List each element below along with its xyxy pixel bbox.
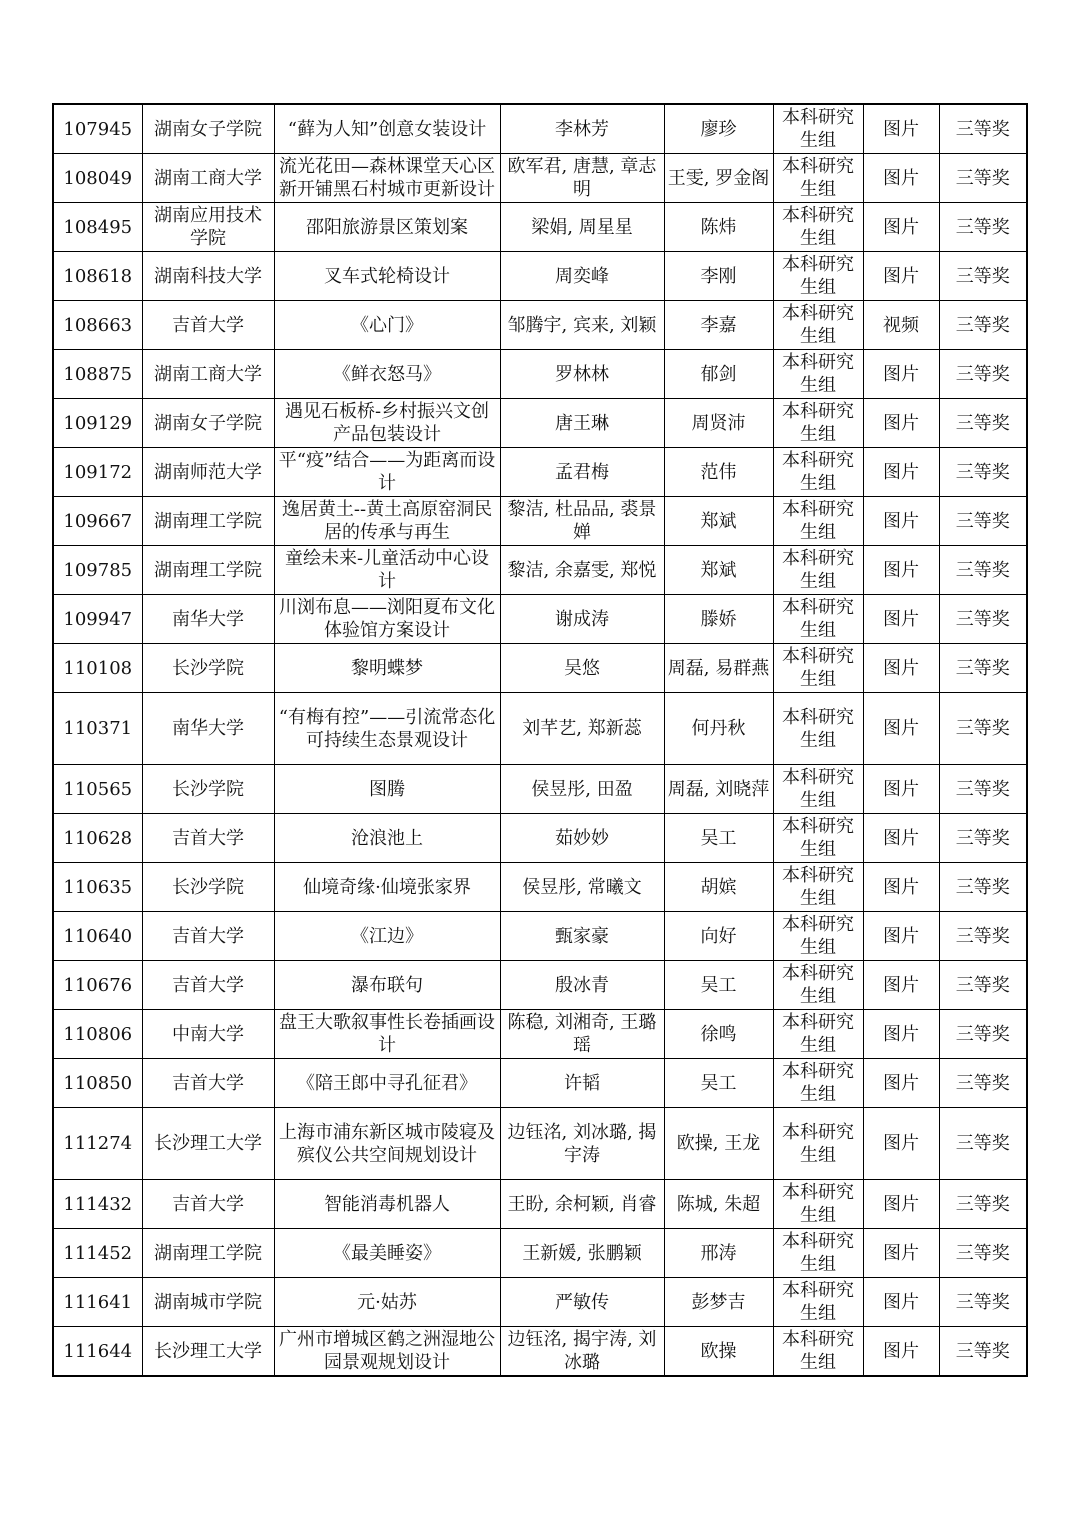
work-type-cell: 图片 — [863, 1327, 939, 1377]
group-cell: 本科研究生组 — [773, 1180, 863, 1229]
work-title-cell: 智能消毒机器人 — [274, 1180, 500, 1229]
entry-id-cell: 110371 — [53, 693, 142, 765]
school-cell: 吉首大学 — [142, 1180, 274, 1229]
award-cell: 三等奖 — [939, 497, 1027, 546]
award-cell: 三等奖 — [939, 252, 1027, 301]
work-title-cell: 《陪王郎中寻孔征君》 — [274, 1059, 500, 1108]
advisor-cell: 滕娇 — [664, 595, 773, 644]
work-title-cell: 元·姑苏 — [274, 1278, 500, 1327]
authors-cell: 侯昱彤, 常曦文 — [500, 863, 664, 912]
school-cell: 湖南工商大学 — [142, 350, 274, 399]
table-row — [53, 961, 1027, 1010]
school-cell: 湖南城市学院 — [142, 1278, 274, 1327]
work-title-cell: “有梅有控”——引流常态化可持续生态景观设计 — [274, 693, 500, 765]
school-cell: 吉首大学 — [142, 814, 274, 863]
group-cell: 本科研究生组 — [773, 497, 863, 546]
award-cell: 三等奖 — [939, 1327, 1027, 1377]
group-cell: 本科研究生组 — [773, 252, 863, 301]
entry-id-cell: 110628 — [53, 814, 142, 863]
award-cell: 三等奖 — [939, 1278, 1027, 1327]
entry-id-cell: 111432 — [53, 1180, 142, 1229]
group-cell: 本科研究生组 — [773, 1327, 863, 1377]
school-cell: 长沙学院 — [142, 765, 274, 814]
work-type-cell: 图片 — [863, 961, 939, 1010]
work-type-cell: 图片 — [863, 203, 939, 252]
table-row — [53, 1010, 1027, 1059]
school-cell: 长沙理工大学 — [142, 1327, 274, 1377]
work-type-cell: 图片 — [863, 1180, 939, 1229]
table-row — [53, 1180, 1027, 1229]
authors-cell: 边钰洺, 刘冰璐, 揭宇涛 — [500, 1108, 664, 1180]
award-cell: 三等奖 — [939, 104, 1027, 154]
table-row — [53, 814, 1027, 863]
advisor-cell: 向好 — [664, 912, 773, 961]
group-cell: 本科研究生组 — [773, 595, 863, 644]
entry-id-cell: 110640 — [53, 912, 142, 961]
group-cell: 本科研究生组 — [773, 350, 863, 399]
school-cell: 湖南理工学院 — [142, 497, 274, 546]
work-type-cell: 图片 — [863, 863, 939, 912]
authors-cell: 茹妙妙 — [500, 814, 664, 863]
awards-table — [52, 103, 1028, 1377]
authors-cell: 陈稳, 刘湘奇, 王璐瑶 — [500, 1010, 664, 1059]
advisor-cell: 李嘉 — [664, 301, 773, 350]
group-cell: 本科研究生组 — [773, 912, 863, 961]
entry-id-cell: 110565 — [53, 765, 142, 814]
award-cell: 三等奖 — [939, 1180, 1027, 1229]
school-cell: 吉首大学 — [142, 1059, 274, 1108]
work-title-cell: 《江边》 — [274, 912, 500, 961]
work-title-cell: 童绘未来-儿童活动中心设计 — [274, 546, 500, 595]
table-row — [53, 497, 1027, 546]
authors-cell: 邹腾宇, 宾来, 刘颖 — [500, 301, 664, 350]
work-type-cell: 图片 — [863, 154, 939, 203]
school-cell: 中南大学 — [142, 1010, 274, 1059]
table-row — [53, 693, 1027, 765]
advisor-cell: 欧操 — [664, 1327, 773, 1377]
table-row — [53, 1278, 1027, 1327]
school-cell: 湖南师范大学 — [142, 448, 274, 497]
table-row — [53, 448, 1027, 497]
entry-id-cell: 110635 — [53, 863, 142, 912]
entry-id-cell: 109947 — [53, 595, 142, 644]
advisor-cell: 欧操, 王龙 — [664, 1108, 773, 1180]
school-cell: 吉首大学 — [142, 301, 274, 350]
work-type-cell: 图片 — [863, 912, 939, 961]
work-type-cell: 图片 — [863, 1108, 939, 1180]
award-cell: 三等奖 — [939, 1010, 1027, 1059]
entry-id-cell: 109172 — [53, 448, 142, 497]
table-row — [53, 546, 1027, 595]
work-title-cell: 上海市浦东新区城市陵寝及殡仪公共空间规划设计 — [274, 1108, 500, 1180]
advisor-cell: 周磊, 刘晓萍 — [664, 765, 773, 814]
authors-cell: 吴悠 — [500, 644, 664, 693]
advisor-cell: 吴工 — [664, 961, 773, 1010]
advisor-cell: 邢涛 — [664, 1229, 773, 1278]
authors-cell: 侯昱彤, 田盈 — [500, 765, 664, 814]
work-type-cell: 图片 — [863, 595, 939, 644]
group-cell: 本科研究生组 — [773, 399, 863, 448]
authors-cell: 黎洁, 杜品品, 裘景婵 — [500, 497, 664, 546]
work-title-cell: 《心门》 — [274, 301, 500, 350]
work-type-cell: 图片 — [863, 765, 939, 814]
award-cell: 三等奖 — [939, 154, 1027, 203]
award-cell: 三等奖 — [939, 863, 1027, 912]
group-cell: 本科研究生组 — [773, 448, 863, 497]
award-cell: 三等奖 — [939, 644, 1027, 693]
advisor-cell: 吴工 — [664, 1059, 773, 1108]
authors-cell: 罗林林 — [500, 350, 664, 399]
work-title-cell: 盘王大歌叙事性长卷插画设计 — [274, 1010, 500, 1059]
award-cell: 三等奖 — [939, 595, 1027, 644]
award-cell: 三等奖 — [939, 693, 1027, 765]
advisor-cell: 胡嫔 — [664, 863, 773, 912]
award-cell: 三等奖 — [939, 301, 1027, 350]
school-cell: 长沙学院 — [142, 863, 274, 912]
table-row — [53, 1108, 1027, 1180]
table-row — [53, 765, 1027, 814]
work-type-cell: 图片 — [863, 399, 939, 448]
advisor-cell: 郁剑 — [664, 350, 773, 399]
group-cell: 本科研究生组 — [773, 546, 863, 595]
authors-cell: 周奕峰 — [500, 252, 664, 301]
school-cell: 湖南女子学院 — [142, 399, 274, 448]
work-title-cell: 广州市增城区鹤之洲湿地公园景观规划设计 — [274, 1327, 500, 1377]
school-cell: 吉首大学 — [142, 912, 274, 961]
group-cell: 本科研究生组 — [773, 863, 863, 912]
advisor-cell: 周磊, 易群燕 — [664, 644, 773, 693]
school-cell: 湖南应用技术学院 — [142, 203, 274, 252]
entry-id-cell: 108495 — [53, 203, 142, 252]
award-cell: 三等奖 — [939, 546, 1027, 595]
entry-id-cell: 110108 — [53, 644, 142, 693]
work-type-cell: 图片 — [863, 350, 939, 399]
work-title-cell: 瀑布联句 — [274, 961, 500, 1010]
work-title-cell: 邵阳旅游景区策划案 — [274, 203, 500, 252]
award-cell: 三等奖 — [939, 1059, 1027, 1108]
work-type-cell: 图片 — [863, 693, 939, 765]
authors-cell: 欧军君, 唐慧, 章志明 — [500, 154, 664, 203]
entry-id-cell: 108618 — [53, 252, 142, 301]
work-title-cell: 遇见石板桥-乡村振兴文创产品包装设计 — [274, 399, 500, 448]
advisor-cell: 范伟 — [664, 448, 773, 497]
group-cell: 本科研究生组 — [773, 1278, 863, 1327]
school-cell: 湖南理工学院 — [142, 1229, 274, 1278]
table-row — [53, 203, 1027, 252]
school-cell: 南华大学 — [142, 693, 274, 765]
award-cell: 三等奖 — [939, 1108, 1027, 1180]
advisor-cell: 陈城, 朱超 — [664, 1180, 773, 1229]
entry-id-cell: 108663 — [53, 301, 142, 350]
work-type-cell: 图片 — [863, 1059, 939, 1108]
school-cell: 长沙学院 — [142, 644, 274, 693]
work-type-cell: 图片 — [863, 1010, 939, 1059]
work-type-cell: 图片 — [863, 546, 939, 595]
work-title-cell: 仙境奇缘·仙境张家界 — [274, 863, 500, 912]
authors-cell: 严敏传 — [500, 1278, 664, 1327]
table-row — [53, 863, 1027, 912]
entry-id-cell: 111274 — [53, 1108, 142, 1180]
work-type-cell: 视频 — [863, 301, 939, 350]
work-title-cell: 逸居黄土--黄土高原窑洞民居的传承与再生 — [274, 497, 500, 546]
advisor-cell: 李刚 — [664, 252, 773, 301]
award-cell: 三等奖 — [939, 350, 1027, 399]
authors-cell: 边钰洺, 揭宇涛, 刘冰璐 — [500, 1327, 664, 1377]
work-title-cell: 川浏布息——浏阳夏布文化体验馆方案设计 — [274, 595, 500, 644]
authors-cell: 王盼, 余柯颖, 肖睿 — [500, 1180, 664, 1229]
table-row — [53, 1229, 1027, 1278]
authors-cell: 殷冰青 — [500, 961, 664, 1010]
work-title-cell: 流光花田—森林课堂天心区新开铺黑石村城市更新设计 — [274, 154, 500, 203]
advisor-cell: 王雯, 罗金阁 — [664, 154, 773, 203]
advisor-cell: 彭梦吉 — [664, 1278, 773, 1327]
authors-cell: 李林芳 — [500, 104, 664, 154]
award-cell: 三等奖 — [939, 399, 1027, 448]
group-cell: 本科研究生组 — [773, 203, 863, 252]
group-cell: 本科研究生组 — [773, 693, 863, 765]
group-cell: 本科研究生组 — [773, 1059, 863, 1108]
entry-id-cell: 110676 — [53, 961, 142, 1010]
table-row — [53, 154, 1027, 203]
work-type-cell: 图片 — [863, 814, 939, 863]
work-type-cell: 图片 — [863, 252, 939, 301]
advisor-cell: 陈炜 — [664, 203, 773, 252]
entry-id-cell: 109785 — [53, 546, 142, 595]
group-cell: 本科研究生组 — [773, 104, 863, 154]
group-cell: 本科研究生组 — [773, 765, 863, 814]
authors-cell: 唐王琳 — [500, 399, 664, 448]
table-row — [53, 104, 1027, 154]
table-row — [53, 912, 1027, 961]
table-row — [53, 1059, 1027, 1108]
advisor-cell: 吴工 — [664, 814, 773, 863]
entry-id-cell: 110806 — [53, 1010, 142, 1059]
work-title-cell: 沧浪池上 — [274, 814, 500, 863]
table-row — [53, 252, 1027, 301]
entry-id-cell: 110850 — [53, 1059, 142, 1108]
table-row — [53, 644, 1027, 693]
work-type-cell: 图片 — [863, 448, 939, 497]
school-cell: 湖南理工学院 — [142, 546, 274, 595]
work-title-cell: 平“疫”结合——为距离而设计 — [274, 448, 500, 497]
work-title-cell: 图腾 — [274, 765, 500, 814]
table-row — [53, 350, 1027, 399]
work-title-cell: 《最美睡姿》 — [274, 1229, 500, 1278]
table-row — [53, 399, 1027, 448]
work-type-cell: 图片 — [863, 644, 939, 693]
advisor-cell: 郑斌 — [664, 546, 773, 595]
awards-sheet — [52, 103, 1026, 1377]
authors-cell: 甄家豪 — [500, 912, 664, 961]
award-cell: 三等奖 — [939, 961, 1027, 1010]
authors-cell: 梁娟, 周星星 — [500, 203, 664, 252]
awards-table-body — [53, 104, 1027, 1376]
award-cell: 三等奖 — [939, 912, 1027, 961]
authors-cell: 王新媛, 张鹏颖 — [500, 1229, 664, 1278]
entry-id-cell: 111641 — [53, 1278, 142, 1327]
group-cell: 本科研究生组 — [773, 1010, 863, 1059]
entry-id-cell: 109667 — [53, 497, 142, 546]
group-cell: 本科研究生组 — [773, 961, 863, 1010]
entry-id-cell: 111644 — [53, 1327, 142, 1377]
work-title-cell: 《鲜衣怒马》 — [274, 350, 500, 399]
work-title-cell: “藓为人知”创意女装设计 — [274, 104, 500, 154]
work-type-cell: 图片 — [863, 497, 939, 546]
work-type-cell: 图片 — [863, 1229, 939, 1278]
authors-cell: 刘芊艺, 郑新蕊 — [500, 693, 664, 765]
authors-cell: 许韬 — [500, 1059, 664, 1108]
group-cell: 本科研究生组 — [773, 1229, 863, 1278]
advisor-cell: 何丹秋 — [664, 693, 773, 765]
school-cell: 吉首大学 — [142, 961, 274, 1010]
advisor-cell: 郑斌 — [664, 497, 773, 546]
award-cell: 三等奖 — [939, 1229, 1027, 1278]
authors-cell: 谢成涛 — [500, 595, 664, 644]
advisor-cell: 徐鸣 — [664, 1010, 773, 1059]
advisor-cell: 周贤沛 — [664, 399, 773, 448]
work-type-cell: 图片 — [863, 1278, 939, 1327]
award-cell: 三等奖 — [939, 765, 1027, 814]
group-cell: 本科研究生组 — [773, 814, 863, 863]
entry-id-cell: 108875 — [53, 350, 142, 399]
entry-id-cell: 109129 — [53, 399, 142, 448]
work-title-cell: 叉车式轮椅设计 — [274, 252, 500, 301]
advisor-cell: 廖珍 — [664, 104, 773, 154]
work-title-cell: 黎明蝶梦 — [274, 644, 500, 693]
table-row — [53, 301, 1027, 350]
award-cell: 三等奖 — [939, 203, 1027, 252]
award-cell: 三等奖 — [939, 448, 1027, 497]
school-cell: 湖南女子学院 — [142, 104, 274, 154]
group-cell: 本科研究生组 — [773, 154, 863, 203]
entry-id-cell: 107945 — [53, 104, 142, 154]
school-cell: 南华大学 — [142, 595, 274, 644]
school-cell: 湖南工商大学 — [142, 154, 274, 203]
entry-id-cell: 111452 — [53, 1229, 142, 1278]
school-cell: 长沙理工大学 — [142, 1108, 274, 1180]
authors-cell: 黎洁, 余嘉雯, 郑悦 — [500, 546, 664, 595]
group-cell: 本科研究生组 — [773, 1108, 863, 1180]
work-type-cell: 图片 — [863, 104, 939, 154]
table-row — [53, 1327, 1027, 1377]
group-cell: 本科研究生组 — [773, 644, 863, 693]
authors-cell: 孟君梅 — [500, 448, 664, 497]
group-cell: 本科研究生组 — [773, 301, 863, 350]
table-row — [53, 595, 1027, 644]
entry-id-cell: 108049 — [53, 154, 142, 203]
award-cell: 三等奖 — [939, 814, 1027, 863]
school-cell: 湖南科技大学 — [142, 252, 274, 301]
